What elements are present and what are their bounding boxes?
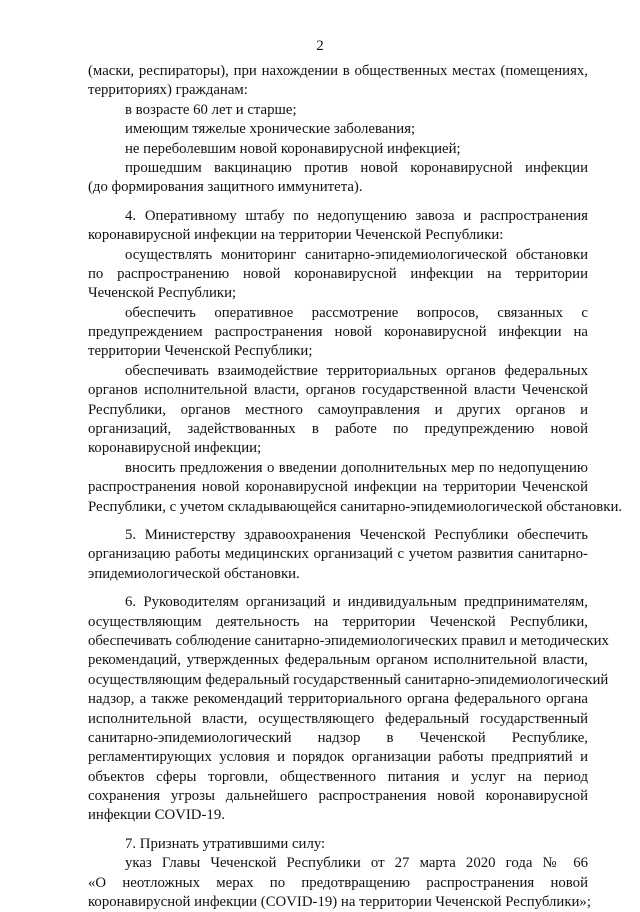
text-line: рекомендаций, утвержденных федеральным органом исполнительной власти, bbox=[88, 652, 588, 669]
text-line: Чеченской Республики; bbox=[88, 285, 237, 302]
text-line: 4. Оперативному штабу по недопущению завоза и распространения bbox=[125, 207, 588, 224]
text-line: указ Главы Чеченской Республики от 27 марта 2020 года № 66 bbox=[125, 855, 588, 872]
paragraph bbox=[88, 835, 588, 854]
text-line: организацию работы медицинских организаций с учетом развития санитарно- bbox=[88, 546, 588, 563]
list-item bbox=[88, 362, 588, 459]
list-item bbox=[88, 159, 588, 198]
text-line: коронавирусной инфекции на территории Чеченской Республики: bbox=[88, 227, 504, 244]
text-line: санитарно-эпидемиологический надзор в Чеченской Республике, bbox=[88, 729, 588, 746]
list-item bbox=[88, 101, 588, 120]
paragraph bbox=[88, 62, 588, 101]
list-item bbox=[88, 304, 588, 362]
list-item bbox=[88, 140, 588, 159]
text-line: вносить предложения о введении дополнительных мер по недопущению bbox=[125, 459, 588, 476]
text-line: 6. Руководителям организаций и индивидуальным предпринимателям, bbox=[125, 594, 588, 611]
paragraph bbox=[88, 207, 588, 246]
text-line: имеющим тяжелые хронические заболевания; bbox=[125, 121, 416, 138]
text-line: обеспечивать соблюдение санитарно-эпидемиологических правил и методических bbox=[88, 632, 609, 649]
page-number: 2 bbox=[316, 38, 324, 54]
text-line: обеспечить оперативное рассмотрение вопросов, связанных с bbox=[125, 304, 588, 321]
list-item bbox=[88, 120, 588, 139]
list-item bbox=[88, 246, 588, 304]
text-line: Республики, с учетом складывающейся санитарно-эпидемиологической обстановки. bbox=[88, 498, 623, 515]
text-line: осуществлять мониторинг санитарно-эпидемиологической обстановки bbox=[125, 246, 588, 263]
text-line: (до формирования защитного иммунитета). bbox=[88, 179, 363, 196]
text-line: организаций, задействованных в работе по предупреждению новой bbox=[88, 421, 588, 438]
text-line: обеспечивать взаимодействие территориальных органов федеральных bbox=[125, 362, 588, 379]
text-line: (маски, респираторы), при нахождении в общественных местах (помещениях, bbox=[88, 63, 588, 79]
text-line: Республики, органов местного самоуправления и других органов и bbox=[88, 401, 588, 418]
list-item bbox=[88, 854, 591, 912]
text-line: распространения новой коронавирусной инфекции на территории Чеченской bbox=[88, 479, 588, 496]
paragraph bbox=[88, 593, 609, 826]
text-line: осуществляющим деятельность на территории Чеченской Республики, bbox=[88, 613, 588, 630]
text-line: исполнительной власти, осуществляющего федеральный государственный bbox=[88, 710, 588, 727]
list-item bbox=[88, 459, 623, 517]
text-line: 5. Министерству здравоохранения Чеченской Республики обеспечить bbox=[125, 526, 588, 543]
text-line: предупреждением распространения новой коронавирусной инфекции на bbox=[88, 324, 588, 341]
text-line: территории Чеченской Республики; bbox=[88, 343, 313, 360]
text-line: сохранения угрозы дальнейшего распространения новой коронавирусной bbox=[88, 788, 588, 805]
text-line: по распространению новой коронавирусной инфекции на территории bbox=[88, 265, 588, 282]
text-line: «О неотложных мерах по предотвращению распространения новой bbox=[88, 874, 588, 891]
text-line: объектов сферы торговли, общественного питания и услуг на период bbox=[88, 768, 588, 785]
text-line: осуществляющим федеральный государственный санитарно-эпидемиологический bbox=[88, 671, 609, 688]
text-line: инфекции COVID-19. bbox=[88, 807, 225, 824]
text-line: прошедшим вакцинацию против новой коронавирусной инфекции bbox=[125, 159, 588, 176]
text-line: коронавирусной инфекции; bbox=[88, 440, 262, 457]
text-line: коронавирусной инфекции (COVID-19) на территории Чеченской Республики»; bbox=[88, 894, 591, 911]
text-line: эпидемиологической обстановки. bbox=[88, 565, 300, 582]
text-line: надзор, а также рекомендаций территориального органа федерального органа bbox=[88, 691, 588, 708]
text-line: территориях) гражданам: bbox=[88, 82, 248, 99]
text-line: регламентирующих условия и порядок организации работы предприятий и bbox=[88, 749, 588, 766]
text-line: в возрасте 60 лет и старше; bbox=[125, 101, 297, 118]
document-body bbox=[88, 62, 623, 912]
text-line: не переболевшим новой коронавирусной инфекцией; bbox=[125, 140, 461, 157]
text-line: органов исполнительной власти, органов государственной власти Чеченской bbox=[88, 382, 588, 399]
paragraph bbox=[88, 526, 588, 584]
text-line: 7. Признать утратившими силу: bbox=[125, 835, 326, 852]
